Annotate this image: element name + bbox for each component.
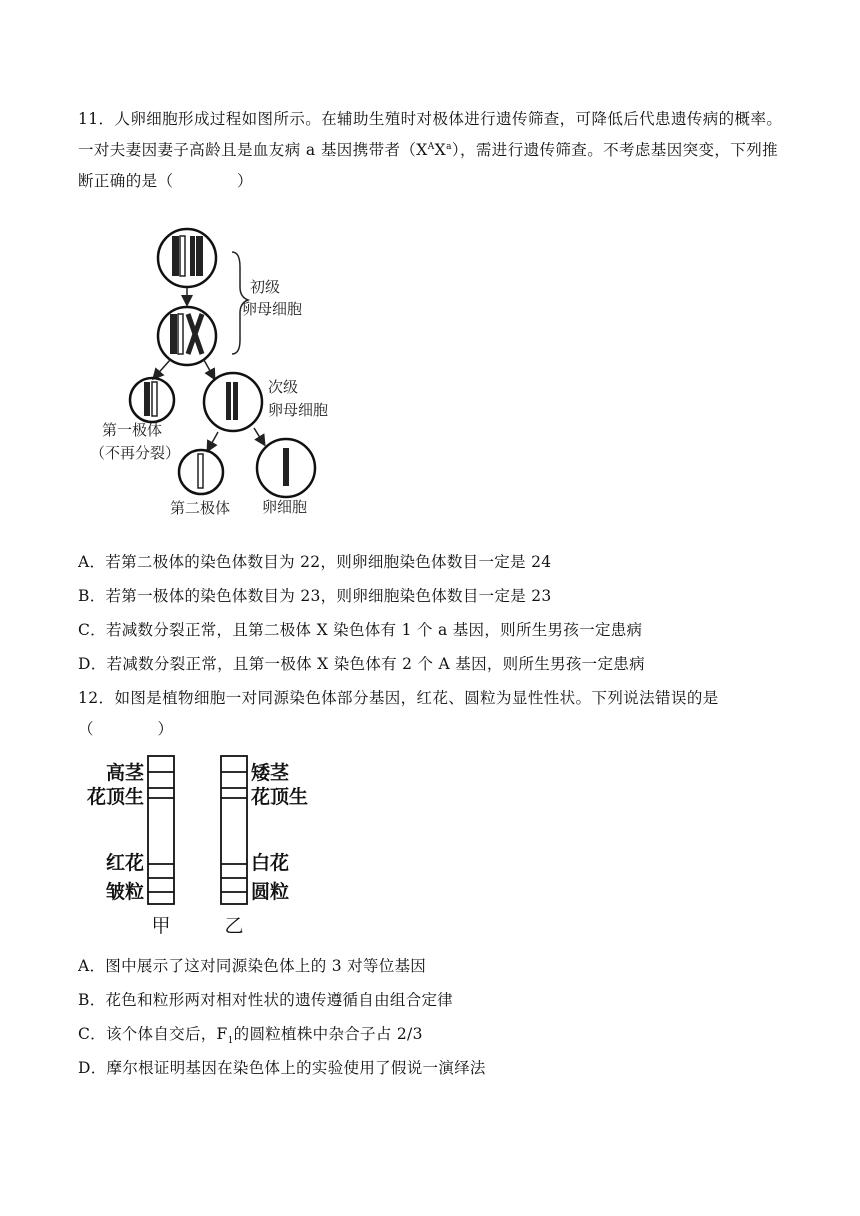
option-11-b[interactable]: B．若第一极体的染色体数目为 23，则卵细胞染色体数目一定是 23 xyxy=(78,587,552,605)
question-number: 11． xyxy=(78,110,115,128)
primary-oocyte-cell-2 xyxy=(158,307,216,365)
chromosome-label-yi: 乙 xyxy=(224,915,244,937)
option-11-d[interactable]: D．若减数分裂正常，且第一极体 X 染色体有 2 个 A 基因，则所生男孩一定患病 xyxy=(78,655,645,673)
first-polar-label-line1: 第一极体 xyxy=(102,421,163,439)
first-polar-body-cell xyxy=(130,378,174,422)
oogenesis-diagram xyxy=(90,222,350,522)
primary-label-line1: 初级 xyxy=(250,278,281,296)
gene-label-terminal-right: 花顶生 xyxy=(251,786,309,808)
gene-label-wrinkled: 皱粒 xyxy=(105,881,144,903)
question-11-stem: 11．人卵细胞形成过程如图所示。在辅助生殖时对极体进行遗传筛查，可降低后代患遗传病的概率。一对夫妻因妻子高龄且是血友病 a 基因携带者$(X^AX^a)$，需进行遗传筛查。不考虑基因突变，下列推断正确的是（ ） xyxy=(78,110,783,190)
chromosome-jia xyxy=(148,756,174,904)
option-12-a[interactable]: A．图中展示了这对同源染色体上的 3 对等位基因 xyxy=(78,957,427,975)
primary-label-line2: 卵母细胞 xyxy=(242,300,303,318)
secondary-label-line2: 卵母细胞 xyxy=(268,401,329,419)
gene-label-terminal-left: 花顶生 xyxy=(86,786,144,808)
gene-label-round: 圆粒 xyxy=(251,881,290,903)
gene-label-red: 红花 xyxy=(105,852,144,874)
first-polar-label-line2: （不再分裂） xyxy=(90,444,181,462)
gene-label-white: 白花 xyxy=(251,852,290,874)
question-12-stem: 12．如图是植物细胞一对同源染色体部分基因，红花、圆粒为显性性状。下列说法错误的是（ ） xyxy=(78,689,719,738)
question-number: 12． xyxy=(78,689,115,707)
secondary-label-line1: 次级 xyxy=(268,378,299,396)
second-polar-body-cell xyxy=(179,450,223,494)
second-polar-label: 第二极体 xyxy=(170,499,231,517)
chromosome-yi xyxy=(221,756,247,904)
homologous-chromosome-diagram xyxy=(78,750,338,940)
primary-oocyte-cell-1 xyxy=(158,229,216,287)
option-12-c[interactable]: C．该个体自交后，$F_1$的圆粒植株中杂合子占 2/3 xyxy=(78,1025,423,1047)
secondary-oocyte-cell xyxy=(204,373,262,431)
option-12-d[interactable]: D．摩尔根证明基因在染色体上的实验使用了假说一演绎法 xyxy=(78,1059,486,1077)
egg-cell xyxy=(257,439,315,497)
egg-label: 卵细胞 xyxy=(262,498,308,516)
gene-label-tall: 高茎 xyxy=(105,762,144,784)
option-11-a[interactable]: A．若第二极体的染色体数目为 22，则卵细胞染色体数目一定是 24 xyxy=(78,553,552,571)
chromosome-label-jia: 甲 xyxy=(151,915,171,937)
option-11-c[interactable]: C．若减数分裂正常，且第二极体 X 染色体有 1 个 a 基因，则所生男孩一定患病 xyxy=(78,621,643,639)
option-12-b[interactable]: B．花色和粒形两对相对性状的遗传遵循自由组合定律 xyxy=(78,991,454,1009)
gene-label-short: 矮茎 xyxy=(251,762,290,784)
